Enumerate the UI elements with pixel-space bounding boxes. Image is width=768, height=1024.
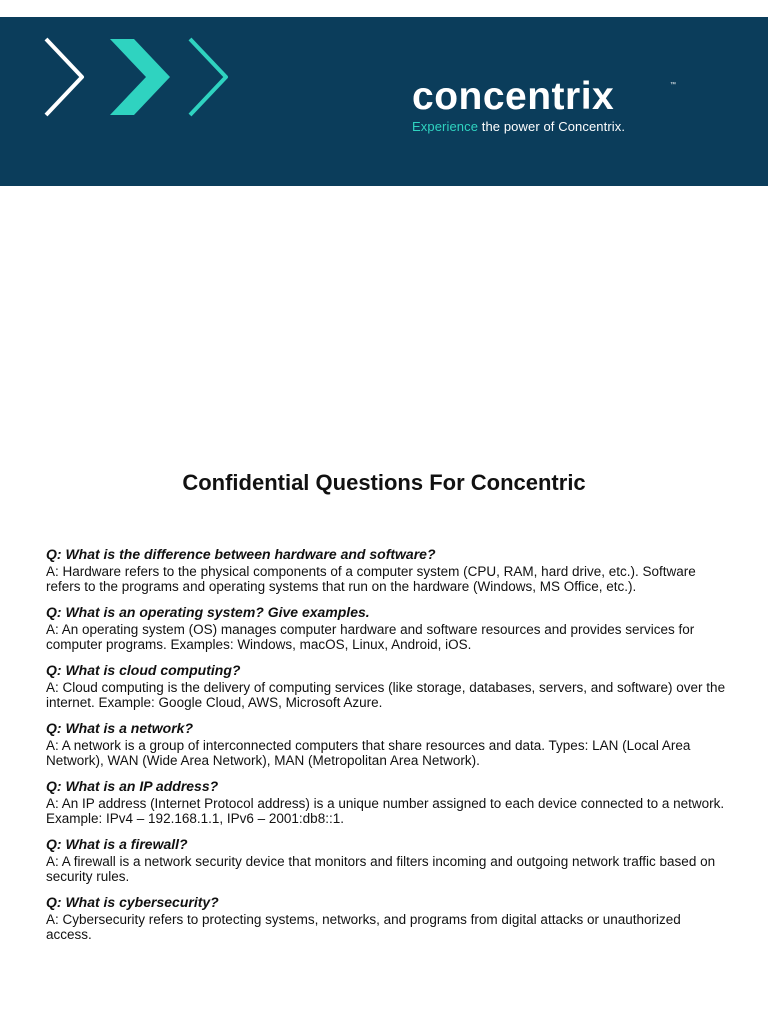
chevron-arrows-icon [40, 29, 240, 125]
question: Q: What is an operating system? Give examples. [46, 604, 370, 620]
chevron-solid-icon [110, 39, 170, 115]
question: Q: What is cybersecurity? [46, 894, 219, 910]
brand-name: concentrix [412, 75, 615, 118]
qa-item [46, 603, 726, 652]
chevron-outline-left-icon [46, 39, 82, 115]
question: Q: What is the difference between hardware and software? [46, 546, 436, 562]
answer: A: Cybersecurity refers to protecting systems, networks, and programs from digital attacks or unauthorized access. [46, 912, 681, 942]
qa-item [46, 835, 726, 884]
answer: A: A network is a group of interconnected computers that share resources and data. Types: LAN (Local Area Network), WAN (Wide Area Network), MAN (Metropolitan Area Network). [46, 738, 691, 768]
answer: A: A firewall is a network security device that monitors and filters incoming and outgoing network traffic based on security rules. [46, 854, 716, 884]
tagline-accent: Experience [412, 119, 479, 134]
qa-item [46, 893, 726, 942]
tagline [412, 119, 712, 134]
answer: A: An operating system (OS) manages computer hardware and software resources and provides services for computer programs. Examples: Windows, macOS, Linux, Android, iOS. [46, 622, 695, 652]
qa-list [46, 545, 726, 951]
question: Q: What is a firewall? [46, 836, 188, 852]
qa-item [46, 661, 726, 710]
question: Q: What is an IP address? [46, 778, 219, 794]
header-banner [0, 17, 768, 186]
trademark-mark: ™ [670, 82, 676, 88]
document-title: Confidential Questions For Concentric [182, 470, 586, 495]
question: Q: What is cloud computing? [46, 662, 241, 678]
question: Q: What is a network? [46, 720, 194, 736]
answer: A: An IP address (Internet Protocol address) is a unique number assigned to each device connected to a network. Example: IPv4 – 192.168.1.1, IPv6 – 2001:db8::1. [46, 796, 725, 826]
concentrix-logo [412, 75, 712, 134]
qa-item [46, 545, 726, 594]
tagline-rest: the power of Concentrix. [478, 119, 626, 134]
answer: A: Hardware refers to the physical components of a computer system (CPU, RAM, hard drive, etc.). Software refers to the programs and operating systems that run on the hardware (Windows, MS Office, etc.). [46, 564, 696, 594]
answer: A: Cloud computing is the delivery of computing services (like storage, databases, servers, and software) over the internet. Example: Google Cloud, AWS, Microsoft Azure. [46, 680, 726, 710]
chevron-outline-right-icon [190, 39, 226, 115]
qa-item [46, 777, 726, 826]
qa-item [46, 719, 726, 768]
